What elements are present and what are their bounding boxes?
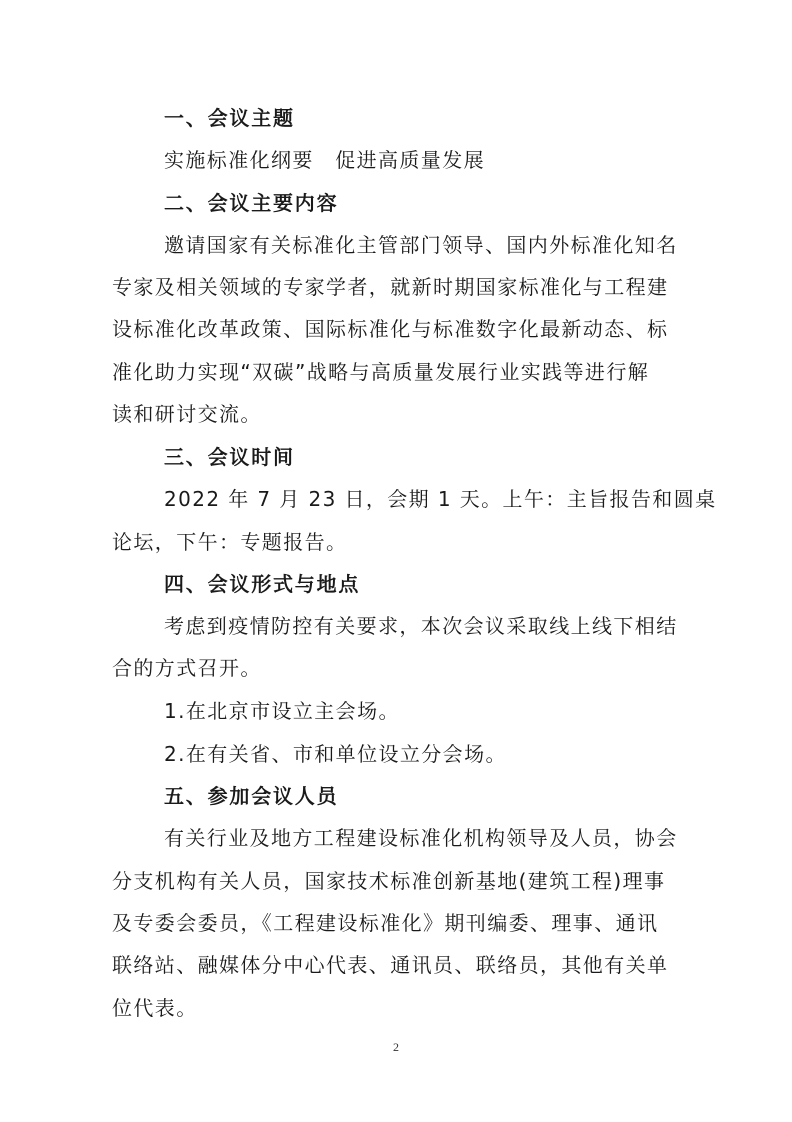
list-item: 2.在有关省、市和单位设立分会场。 <box>164 742 507 766</box>
paragraph-line: 专家及相关领域的专家学者，就新时期国家标准化与工程建 <box>112 275 669 299</box>
list-item: 1.在北京市设立主会场。 <box>164 699 400 723</box>
page-number: 2 <box>393 1040 399 1054</box>
paragraph-line: 联络站、融媒体分中心代表、通讯员、联络员，其他有关单 <box>112 953 669 977</box>
section-heading-content: 二、会议主要内容 <box>164 191 339 215</box>
section-heading-participants: 五、参加会议人员 <box>164 784 339 808</box>
section-heading-theme: 一、会议主题 <box>164 106 295 130</box>
section-heading-time: 三、会议时间 <box>164 445 295 469</box>
paragraph-line: 合的方式召开。 <box>112 656 262 680</box>
paragraph-line: 实施标准化纲要 促进高质量发展 <box>164 148 485 172</box>
paragraph-line: 论坛，下午：专题报告。 <box>112 530 348 554</box>
paragraph-line: 读和研讨交流。 <box>112 402 262 426</box>
paragraph-line: 分支机构有关人员，国家技术标准创新基地(建筑工程)理事 <box>112 869 666 893</box>
paragraph-line: 2022 年 7 月 23 日，会期 1 天。上午：主旨报告和圆桌 <box>164 487 717 511</box>
paragraph-line: 及专委会委员，《工程建设标准化》期刊编委、理事、通讯 <box>112 911 659 935</box>
paragraph-line: 准化助力实现“双碳”战略与高质量发展行业实践等进行解 <box>112 360 650 384</box>
paragraph-line: 考虑到疫情防控有关要求，本次会议采取线上线下相结 <box>164 614 678 638</box>
paragraph-line: 位代表。 <box>112 996 198 1020</box>
paragraph-line: 有关行业及地方工程建设标准化机构领导及人员，协会 <box>164 826 678 850</box>
paragraph-line: 邀请国家有关标准化主管部门领导、国内外标准化知名 <box>164 233 678 257</box>
paragraph-line: 设标准化改革政策、国际标准化与标准数字化最新动态、标 <box>112 317 669 341</box>
section-heading-format-venue: 四、会议形式与地点 <box>164 572 361 596</box>
